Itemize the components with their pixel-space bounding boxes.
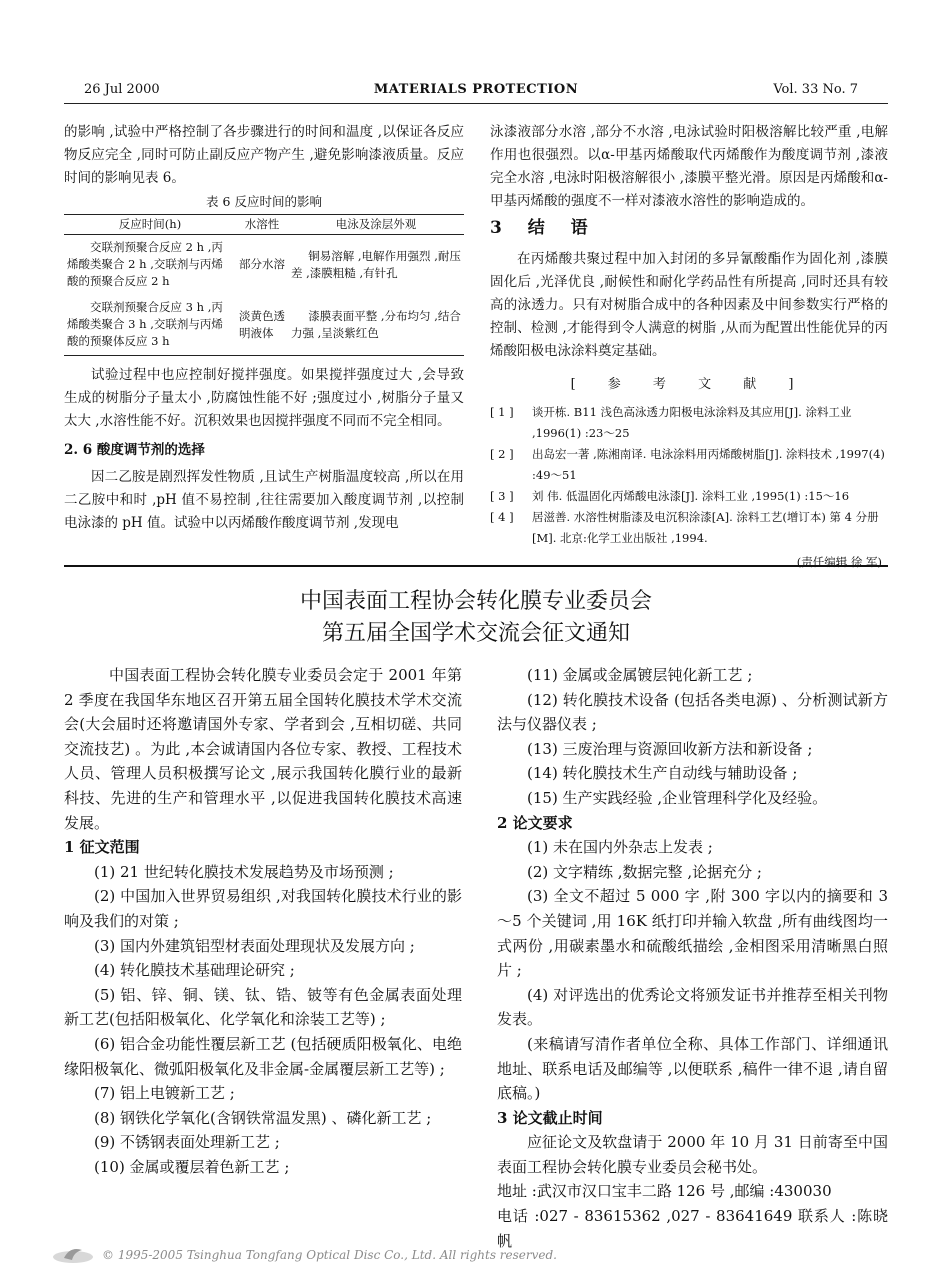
section-heading: 1 征文范围 xyxy=(64,838,140,857)
reference-number: [ 1 ] xyxy=(490,405,514,419)
paragraph: 在丙烯酸共聚过程中加入封闭的多异氰酸酯作为固化剂 ,漆膜固化后 ,光泽优良 ,耐候性和耐化学药品性有所提高 ,同时还具有较高的泳透力。只有对树脂合成中的各种因素及中间参数实行严格的控制、检测 ,才能得到令人满意的树脂 ,从而为配置出性能优异的丙烯酸阳极电泳涂料奠定基础。 xyxy=(490,251,888,359)
list-item: (15) 生产实践经验 ,企业管理科学化及经验。 xyxy=(527,788,828,807)
copyright-text: © 1995-2005 Tsinghua Tongfang Optical Disc Co., Ltd. All rights reserved. xyxy=(102,1248,557,1262)
table-cell: 部分水溶 xyxy=(239,257,285,271)
phone-line: 电话 :027 - 83615362 ,027 - 83641649 联系人 :陈晓帆 xyxy=(497,1207,888,1250)
header-page-date: 26 Jul 2000 xyxy=(84,82,160,97)
section-heading: 3 论文截止时间 xyxy=(497,1108,603,1127)
paragraph: 的影响 ,试验中严格控制了各步骤进行的时间和温度 ,以保证各反应物反应完全 ,同时可防止副反应产物产生 ,避免影响漆液质量。反应时间的影响见表 6。 xyxy=(64,124,464,186)
deadline-text: 应征论文及软盘请于 2000 年 10 月 31 日前寄至中国表面工程协会转化膜专业委员会秘书处。 xyxy=(497,1133,888,1176)
section-heading: 2 论文要求 xyxy=(497,813,573,832)
section-divider xyxy=(64,565,888,567)
header-journal-title: MATERIALS PROTECTION xyxy=(373,82,579,97)
list-item: (9) 不锈钢表面处理新工艺 ; xyxy=(94,1133,280,1152)
table-cell: 交联剂预聚合反应 2 h ,丙烯酸类聚合 2 h ,交联剂与丙烯酸的预聚合反应 2 h xyxy=(67,240,223,288)
list-item: (2) 文字精练 ,数据完整 ,论据充分 ; xyxy=(527,862,762,881)
list-item: (2) 中国加入世界贸易组织 ,对我国转化膜技术行业的影响及我们的对策 ; xyxy=(64,887,462,930)
header-rule xyxy=(64,103,888,104)
table-cell: 交联剂预聚合反应 3 h ,丙烯酸类聚合 3 h ,交联剂与丙烯酸的预聚体反应 3 h xyxy=(64,295,236,356)
reference-item xyxy=(490,444,888,486)
section-heading-conclusion: 3 结 语 xyxy=(490,218,598,238)
reference-number: [ 4 ] xyxy=(490,510,514,524)
reference-number: [ 2 ] xyxy=(490,447,514,461)
list-item: (10) 金属或覆层着色新工艺 ; xyxy=(94,1157,290,1176)
list-item: (7) 铝上电镀新工艺 ; xyxy=(94,1084,235,1103)
running-header xyxy=(64,82,888,102)
publisher-logo-icon xyxy=(50,1244,96,1266)
table-header-cell: 水溶性 xyxy=(236,215,288,235)
notice-title-line2: 第五届全国学术交流会征文通知 xyxy=(321,621,630,646)
notice-intro: 中国表面工程协会转化膜专业委员会定于 2001 年第 2 季度在我国华东地区召开第五届全国转化膜技术学术交流会(大会届时还将邀请国外专家、学者到会 ,互相切磋、共同交流技艺) 。为此 ,本会诚请国内各位专家、教授、工程技术人员、管理人员积极撰写论文 ,展示我国转化膜行业的最新科技、先进的生产和管理水平 ,以促进我国转化膜技术高速发展。 xyxy=(64,666,462,832)
list-item: (13) 三废治理与资源回收新方法和新设备 ; xyxy=(527,739,813,758)
reference-text: 谈开栋. B11 浅色高泳透力阳极电泳涂料及其应用[J]. 涂料工业 ,1996(1) :23～25 xyxy=(532,405,852,440)
table-header-cell: 反应时间(h) xyxy=(64,215,236,235)
table-row xyxy=(64,295,464,356)
list-item: (11) 金属或金属镀层钝化新工艺 ; xyxy=(527,666,753,684)
table-header-cell: 电泳及涂层外观 xyxy=(288,215,464,235)
table-cell: 淡黄色透明液体 xyxy=(236,295,288,356)
reference-text: 刘 伟. 低温固化丙烯酸电泳漆[J]. 涂料工业 ,1995(1) :15～16 xyxy=(532,489,850,503)
list-item: (4) 转化膜技术基础理论研究 ; xyxy=(94,961,295,980)
reference-text: 出岛宏一著 ,陈湘南译. 电泳涂料用丙烯酸树脂[J]. 涂料技术 ,1997(4) :49～51 xyxy=(532,447,885,482)
reference-text: 居滋善. 水溶性树脂漆及电沉积涂漆[A]. 涂料工艺(增订本) 第 4 分册[M]. 北京:化学工业出版社 ,1994. xyxy=(532,510,879,545)
address-line: 地址 :武汉市汉口宝丰二路 126 号 ,邮编 :430030 xyxy=(497,1182,832,1201)
table-cell: 铜易溶解 ,电解作用强烈 ,耐压差 ,漆膜粗糙 ,有针孔 xyxy=(291,248,461,280)
header-volume: Vol. 33 No. 7 xyxy=(773,82,858,97)
paragraph: 因二乙胺是剧烈挥发性物质 ,且试生产树脂温度较高 ,所以在用二乙胺中和时 ,pH 值不易控制 ,往往需要加入酸度调节剂 ,以控制电泳漆的 pH 值。试验中以丙烯酸作酸度调节剂 ,发现电 xyxy=(64,469,464,531)
reference-item xyxy=(490,402,888,444)
list-item: (12) 转化膜技术设备 (包括各类电源) 、分析测试新方法与仪器仪表 ; xyxy=(497,690,888,734)
list-item: (3) 国内外建筑铝型材表面处理现状及发展方向 ; xyxy=(94,936,415,955)
list-item: (5) 铝、锌、铜、镁、钛、锆、铍等有色金属表面处理新工艺(包括阳极氧化、化学氧化和涂装工艺等) ; xyxy=(64,985,462,1029)
notice-title-line1: 中国表面工程协会转化膜专业委员会 xyxy=(299,589,652,614)
table-row xyxy=(64,235,464,296)
list-item: (8) 钢铁化学氧化(含钢铁常温发黑) 、磷化新工艺 ; xyxy=(94,1108,432,1127)
notice-left-column xyxy=(64,663,462,1179)
list-item: (1) 未在国内外杂志上发表 ; xyxy=(527,838,713,857)
article-right-column xyxy=(490,121,888,574)
list-item: (3) 全文不超过 5 000 字 ,附 300 字以内的摘要和 3～5 个关键词 ,用 16K 纸打印并输入软盘 ,所有曲线图均一式两份 ,用碳素墨水和硫酸纸描绘 ,金相图采用清晰黑白照片 ; xyxy=(497,887,888,980)
table-reaction-time xyxy=(64,214,464,356)
notice-right-column xyxy=(497,663,888,1253)
editor-credit: (责任编辑 徐 军) xyxy=(796,555,882,569)
reference-number: [ 3 ] xyxy=(490,489,514,503)
references-title: [ 参 考 文 献 ] xyxy=(570,377,808,392)
list-item: (1) 21 世纪转化膜技术发展趋势及市场预测 ; xyxy=(94,862,394,881)
list-item: (14) 转化膜技术生产自动线与辅助设备 ; xyxy=(527,764,798,783)
table-cell: 漆膜表面平整 ,分布均匀 ,结合力强 ,呈淡紫红色 xyxy=(288,295,464,356)
list-item: (6) 铝合金功能性覆层新工艺 (包括硬质阳极氧化、电绝缘阳极氧化、微弧阳极氧化及非金属-金属覆层新工艺等) ; xyxy=(64,1034,462,1078)
table-header-row xyxy=(64,215,464,235)
list-item: (4) 对评选出的优秀论文将颁发证书并推荐至相关刊物发表。 xyxy=(497,985,888,1029)
reference-item xyxy=(490,507,888,549)
list-item: (来稿请写清作者单位全称、具体工作部门、详细通讯地址、联系电话及邮编等 ,以便联系 ,稿件一律不退 ,请自留底稿。) xyxy=(497,1034,888,1103)
section-heading: 2. 6 酸度调节剂的选择 xyxy=(64,442,205,458)
table-caption: 表 6 反应时间的影响 xyxy=(206,194,322,209)
paragraph: 试验过程中也应控制好搅拌强度。如果搅拌强度过大 ,会导致生成的树脂分子量太小 ,防腐蚀性能不好 ;强度过小 ,树脂分子量又太大 ,水溶性能不好。沉积效果也因搅拌强度不同而不完全相同。 xyxy=(64,367,464,429)
reference-item xyxy=(490,486,888,507)
copyright-footer xyxy=(40,1244,910,1270)
article-left-column xyxy=(64,121,464,535)
paragraph: 泳漆液部分水溶 ,部分不水溶 ,电泳试验时阳极溶解比较严重 ,电解作用也很强烈。以α-甲基丙烯酸取代丙烯酸作为酸度调节剂 ,漆液完全水溶 ,电泳时阳极溶解很小 ,漆膜平整光滑。原因是丙烯酸和α-甲基丙烯酸的强度不一样对漆液水溶性的影响造成的。 xyxy=(490,124,888,209)
notice-title xyxy=(64,586,888,650)
